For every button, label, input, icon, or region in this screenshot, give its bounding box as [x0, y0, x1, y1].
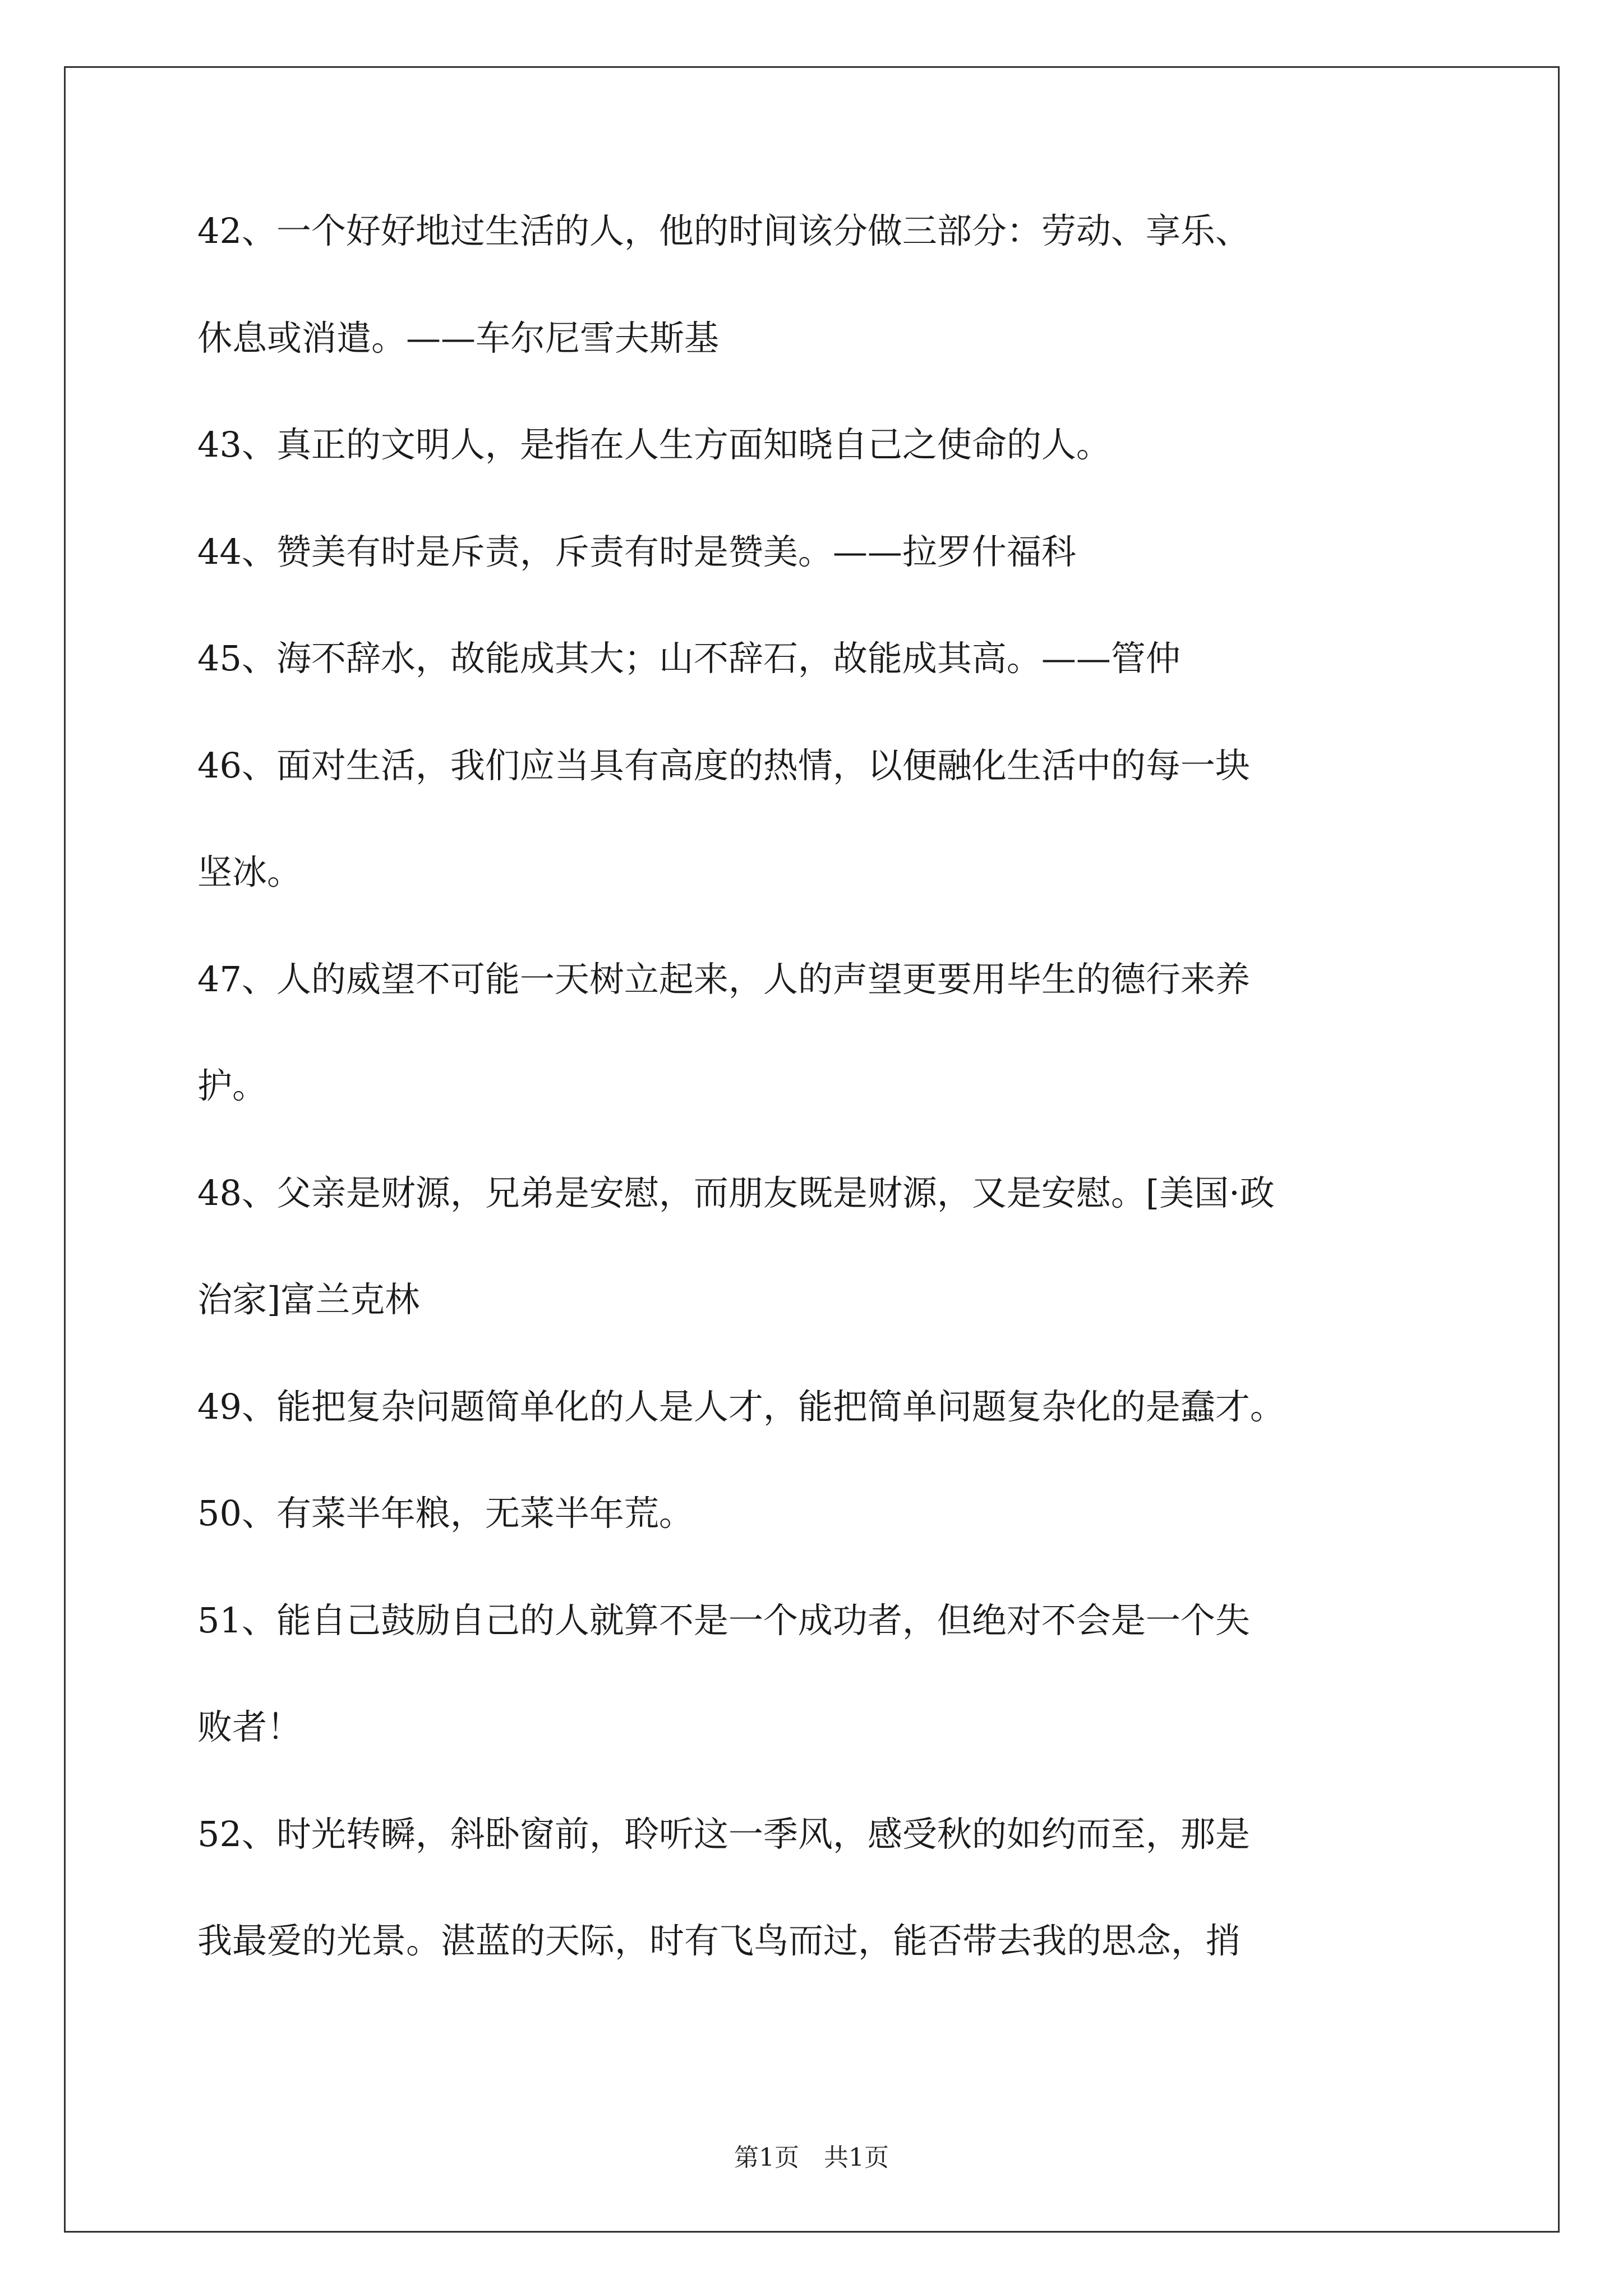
text-line: 休息或消遣。——车尔尼雪夫斯基	[197, 317, 720, 358]
text-line: 治家]富兰克林	[197, 1279, 420, 1320]
text-line: 坚冰。	[197, 852, 302, 892]
document-body	[197, 209, 1487, 2026]
text-line: 50、有菜半年粮，无菜半年荒。	[197, 1493, 694, 1534]
page-number-footer: 第1页 共1页	[734, 2143, 889, 2172]
text-line: 49、能把复杂问题简单化的人是人才，能把简单问题复杂化的是蠢才。	[197, 1386, 1285, 1427]
text-line: 52、时光转瞬，斜卧窗前，聆听这一季风，感受秋的如约而至，那是	[197, 1813, 1250, 1855]
text-line: 44、赞美有时是斥责，斥责有时是赞美。——拉罗什福科	[197, 531, 1076, 572]
text-line: 47、人的威望不可能一天树立起来，人的声望更要用毕生的德行来养	[197, 958, 1250, 1000]
text-line: 我最爱的光景。湛蓝的天际，时有飞鸟而过，能否带去我的思念，捎	[197, 1920, 1241, 1961]
text-line: 护。	[197, 1065, 268, 1106]
text-line: 51、能自己鼓励自己的人就算不是一个成功者，但绝对不会是一个失	[197, 1599, 1250, 1641]
text-line: 48、父亲是财源，兄弟是安慰，而朋友既是财源，又是安慰。[美国·政	[197, 1172, 1275, 1213]
text-line: 46、面对生活，我们应当具有高度的热情，以便融化生活中的每一块	[197, 744, 1250, 786]
text-line: 42、一个好好地过生活的人，他的时间该分做三部分：劳动、享乐、	[197, 210, 1250, 251]
text-line: 43、真正的文明人，是指在人生方面知晓自己之使命的人。	[197, 424, 1111, 465]
text-line: 败者！	[197, 1706, 302, 1747]
text-line: 45、海不辞水，故能成其大；山不辞石，故能成其高。——管仲	[197, 638, 1181, 679]
